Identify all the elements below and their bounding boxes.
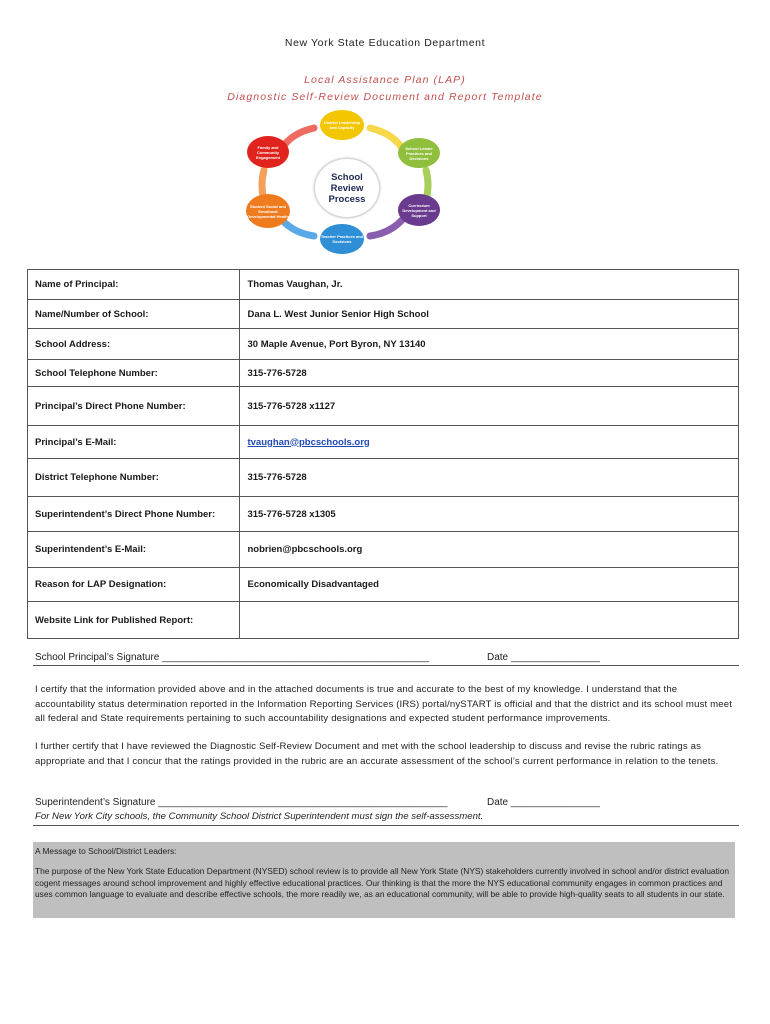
field-label: Superintendent’s E-Mail:: [28, 532, 240, 568]
field-label: Principal’s E-Mail:: [28, 426, 240, 459]
table-row: [28, 497, 739, 532]
principal-signature-line[interactable]: School Principal’s Signature ________________________________________________: [35, 652, 430, 663]
table-row: [28, 329, 739, 360]
field-label: Reason for LAP Designation:: [28, 568, 240, 602]
field-label: Website Link for Published Report:: [28, 602, 240, 639]
document-title: Local Assistance Plan (LAP): [304, 74, 466, 86]
principal-signature-date[interactable]: Date ________________: [487, 652, 600, 663]
field-value: 315-776-5728 x1127: [240, 387, 739, 426]
table-row: [28, 270, 739, 300]
school-info-table: [27, 269, 739, 639]
field-label: School Address:: [28, 329, 240, 360]
certification-paragraph-2: I further certify that I have reviewed the Diagnostic Self-Review Document and met with the school leadership to discuss and revise the rubric ratings as appropriate and that I concur that the ratings provided in the rubric are an accurate assessment of the school’s current performance in relation to the tenets.: [35, 741, 719, 767]
agency-name: New York State Education Department: [284, 37, 486, 49]
diagram-center-label: School Review Process: [314, 158, 380, 218]
message-box: [33, 842, 735, 918]
field-label: District Telephone Number:: [28, 459, 240, 497]
field-label: Principal’s Direct Phone Number:: [28, 387, 240, 426]
table-row: [28, 300, 739, 329]
field-label: Name of Principal:: [28, 270, 240, 300]
field-value: 30 Maple Avenue, Port Byron, NY 13140: [240, 329, 739, 360]
field-label: School Telephone Number:: [28, 360, 240, 387]
node-student-social-emotional: Student Social and Emotional Developmental Health: [246, 194, 290, 228]
divider: [33, 825, 739, 826]
nyc-signature-note: For New York City schools, the Community School District Superintendent must sign the self-assessment.: [35, 811, 484, 822]
school-review-process-diagram: [242, 108, 442, 258]
field-value: 315-776-5728: [240, 459, 739, 497]
field-value: [240, 602, 739, 639]
document-subtitle: Diagnostic Self-Review Document and Report Template: [227, 91, 543, 103]
node-school-leader-practices: School Leader Practices and Decisions: [398, 138, 440, 168]
field-value: 315-776-5728 x1305: [240, 497, 739, 532]
table-row: [28, 360, 739, 387]
field-value: Thomas Vaughan, Jr.: [240, 270, 739, 300]
node-district-leadership: District Leadership and Capacity: [320, 110, 364, 140]
table-row: [28, 387, 739, 426]
node-family-community: Family and Community Engagement: [247, 136, 289, 168]
field-value: 315-776-5728: [240, 360, 739, 387]
divider: [33, 665, 739, 666]
field-value: Dana L. West Junior Senior High School: [240, 300, 739, 329]
field-value: nobrien@pbcschools.org: [240, 532, 739, 568]
principal-email-link[interactable]: tvaughan@pbcschools.org: [247, 436, 370, 448]
table-row: [28, 602, 739, 639]
certification-paragraph-1: I certify that the information provided above and in the attached documents is true and accurate to the best of my knowledge. I understand that the accountability status determination reported in the Information Reporting Services (IRS) portal/nySTART is official and that the district and its school must meet all federal and State requirements pertaining to such accountability designations and expected student performance improvements.: [35, 684, 733, 724]
table-row: [28, 459, 739, 497]
field-label: Superintendent’s Direct Phone Number:: [28, 497, 240, 532]
superintendent-signature-date[interactable]: Date ________________: [487, 797, 600, 808]
field-value: Economically Disadvantaged: [240, 568, 739, 602]
table-row: [28, 426, 739, 459]
message-heading: A Message to School/District Leaders:: [35, 846, 177, 856]
field-value: [240, 426, 739, 459]
table-row: [28, 568, 739, 602]
node-teacher-practices: Teacher Practices and Decisions: [320, 224, 364, 254]
node-curriculum-development: Curriculum Development and Support: [398, 194, 440, 226]
message-body: The purpose of the New York State Education Department (NYSED) school review is to provide all New York State (NYS) stakeholders currently involved in school and/or district evaluation cogent messages around school improvement and highly effective educational practices. Our thinking is that the more the NYS educational community engages in common practices and uses common language to evaluate and describe effective schools, the more readily we, as an educational community, will be able to provide high-quality seats to all students in our state.: [35, 866, 730, 899]
field-label: Name/Number of School:: [28, 300, 240, 329]
table-row: [28, 532, 739, 568]
superintendent-signature-line[interactable]: Superintendent’s Signature ____________________________________________________: [35, 797, 448, 808]
